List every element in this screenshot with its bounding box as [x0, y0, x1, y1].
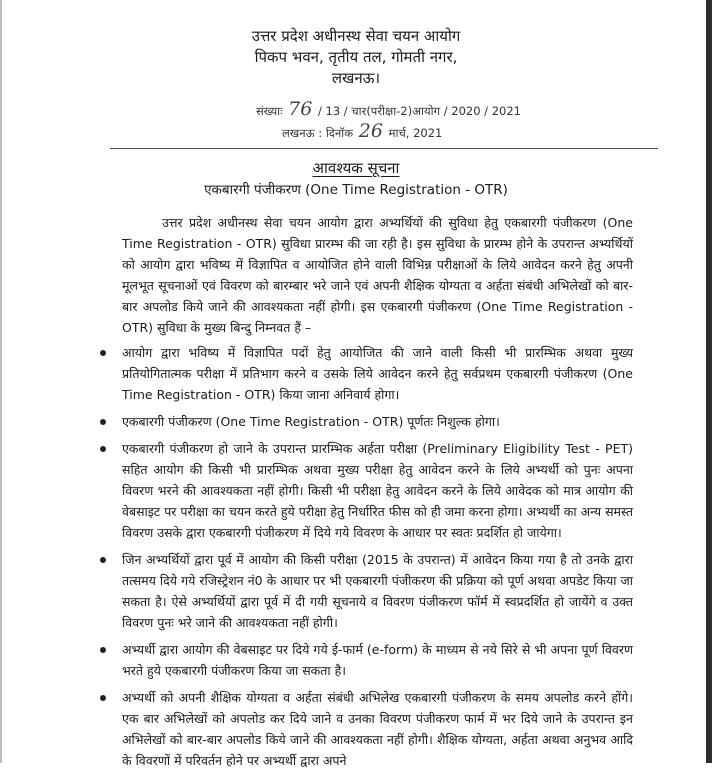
list-item: [122, 687, 633, 771]
reference-number-label: संख्याः: [256, 104, 283, 118]
reference-block: [256, 99, 546, 143]
notice-subtitle: एकबारगी पंजीकरण (One Time Registration - OTR): [204, 182, 508, 198]
reference-date-label: दिनॉक: [325, 126, 354, 140]
reference-number-rest: / 13 / चार(परीक्षा-2)आयोग / 2020 / 2021: [317, 104, 521, 118]
bullet-icon: [100, 647, 106, 653]
intro-paragraph: उत्तर प्रदेश अधीनस्थ सेवा चयन आयोग द्वारा अभ्यर्थियों की सुविधा हेतु एकबारगी पंजीकरण (One Time Registration - OTR) सुविधा प्रारम्भ की जा रही है। इस सुविधा के प्रारम्भ होने के उपरान्त अभ्यर्थियों को आयोग द्वारा भविष्य में विज्ञापित व आयोजित होने वाली विभिन्न परीक्षाओं के लिये आवेदन करने हेतु अपनी मूलभूत सूचनाओं एवं विवरण को बारम्बार भरे जाने एवं अपनी शैक्षिक योग्यता व अर्हता संबंधी अभिलेखों को बार-बार अपलोड किये जाने की आवश्यकता नहीं होगी। इस एकबारगी पंजीकरण (One Time Registration - OTR) सुविधा के मुख्य बिन्दु निम्नवत हैं –: [122, 215, 633, 335]
list-item-text: जिन अभ्यर्थियों द्वारा पूर्व में आयोग की किसी परीक्षा (2015 के उपरान्त) में आवेदन किया गया है तो उनके द्वारा तत्समय दिये गये रजिस्ट्रेशन नं0 के आधार पर भी एकबारगी पंजीकरण की प्रक्रिया को पूर्ण अथवा अपडेट किया जा सकता है। ऐसे अभ्यर्थियों द्वारा पूर्व में दी गयी सूचनाये व विवरण पंजीकरण फॉर्म में स्वप्रदर्शित हो जायेंगे व उक्त विवरण पुनः भरे जाने की आवश्यकता नहीं होगी।: [122, 552, 633, 630]
bullet-icon: [100, 446, 106, 452]
notice-title: आवश्यक सूचना: [312, 159, 400, 177]
list-item-text: एकबारगी पंजीकरण हो जाने के उपरान्त प्रारम्भिक अर्हता परीक्षा (Preliminary Eligibility Test - PET) सहित आयोग की किसी भी प्रारम्भिक अथवा मुख्य परीक्षा हेतु आवेदन करने के लिये अभ्यर्थी को पुनः अपना विवरण भरने की आवश्यकता नहीं होगी। किसी भी परीक्षा हेतु आवेदन करने के लिये आवेदक को मात्र आयोग की वेबसाइट पर परीक्षा का चयन करते हुये परीक्षा हेतु निर्धारित फीस को ही जमा करना होगा। अभ्यर्थी का अन्य समस्त विवरण उसके द्वारा एकबारगी पंजीकरण में दिये गये विवरण के आधार पर स्वतः प्रदर्शित हो जायेगा।: [122, 441, 633, 540]
list-item-text: अभ्यर्थी द्वारा आयोग की वेबसाइट पर दिये गये ई-फार्म (e-form) के माध्यम से नये सिरे से भी अपना पूर्ण विवरण भरते हुये एकबारगी पंजीकरण किया जा सकता है।: [122, 642, 633, 678]
reference-date-line: लखनऊ : दिनॉक 26 मार्च, 2021: [282, 120, 443, 142]
letterhead-city: लखनऊ।: [331, 69, 381, 87]
list-item-text: आयोग द्वारा भविष्य में विज्ञापित पदों हेतु आयोजित की जाने वाली किसी भी प्रारम्भिक अथवा मुख्य प्रतियोगितात्मक परीक्षा में प्रतिभाग करने व उसके लिये आवेदन करने हेतु सर्वप्रथम एकबारगी पंजीकरण (One Time Registration - OTR) किया जाना अनिवार्य होगा।: [122, 345, 633, 402]
letterhead: [0, 26, 712, 89]
bullet-icon: [100, 419, 106, 425]
list-item: [122, 438, 633, 543]
reference-number-handwritten: 76: [288, 98, 313, 120]
list-item: [122, 342, 633, 405]
letterhead-org-name: उत्तर प्रदेश अधीनस्थ सेवा चयन आयोग: [251, 27, 461, 45]
reference-place: लखनऊ: [282, 126, 315, 140]
bullet-icon: [100, 695, 106, 701]
reference-date-handwritten: 26: [358, 120, 383, 142]
notice-title-wrap: [0, 158, 712, 178]
notice-body: [122, 212, 633, 777]
bullet-icon: [100, 557, 106, 563]
list-item-text: अभ्यर्थी को अपनी शैक्षिक योग्यता व अर्हता संबंधी अभिलेख एकबारगी पंजीकरण के समय अपलोड करने होंगे। एक बार अभिलेखों को अपलोड कर दिये जाने व उनका विवरण पंजीकरण फार्म में भर दिये जाने के उपरान्त इन अभिलेखों को बार-बार अपलोड किये जाने की आवश्यकता नहीं होगी। शैक्षिक योग्यता, अर्हता अथवा अनुभव आदि के विवरणों में परिवर्तन होने पर अभ्यर्थी द्वारा अपने: [122, 690, 633, 768]
list-item: [122, 639, 633, 681]
letterhead-address: पिकप भवन, तृतीय तल, गोमती नगर,: [254, 48, 458, 66]
reference-number-line: [256, 99, 546, 121]
reference-date-rest: मार्च, 2021: [388, 126, 443, 140]
scan-right-edge: [706, 0, 712, 763]
divider-line: [110, 148, 658, 149]
key-points-list: [122, 342, 633, 771]
list-item-text: एकबारगी पंजीकरण (One Time Registration - OTR) पूर्णतः निशुल्क होगा।: [122, 414, 500, 429]
scan-left-edge: [0, 0, 2, 763]
list-item: [122, 411, 633, 432]
bullet-icon: [100, 350, 106, 356]
list-item: [122, 549, 633, 633]
